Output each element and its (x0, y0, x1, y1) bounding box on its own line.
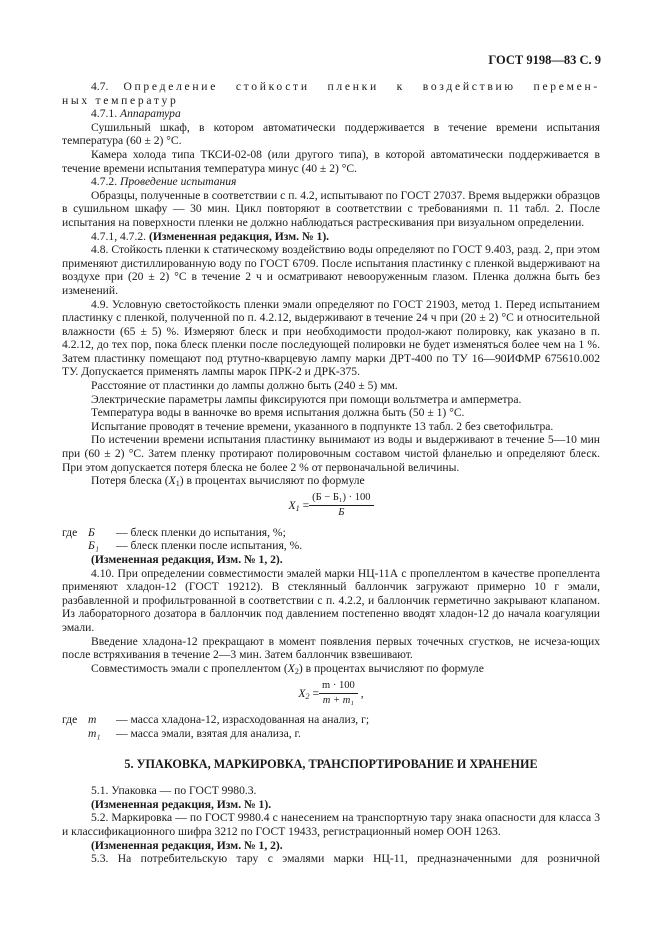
revision-note-4: (Измененная редакция, Изм. № 1, 2). (91, 838, 283, 852)
subheading-procedure: Проведение испытания (120, 175, 237, 189)
clause-4-7-title (62, 80, 600, 94)
clause-5-2: 5.2. Маркировка — по ГОСТ 9980.4 с нанесением на транспортную тару знака опасности для класса 3 и классификационного шифра 3212 по ГОСТ 19433, регистрационный номер ООН 1263. (62, 811, 600, 838)
clause-4-10: 4.10. При определении совместимости эмалей марки НЦ-11А с пропеллентом в качестве пропеллента применяют хладон-12 (ГОСТ 19212). В стеклянный баллончик загружают примерно 10 г эмали, разбавленной и профильтрованной в соответствии с п. 4.2.2, и баллончик герметично закрывают клапаном. Из лабораторного дозатора в баллончик под давлением постепенно вводят хладон-12 до начала коагуляции эмали. (62, 566, 600, 634)
legend-item: m₁ — масса эмали, взятая для анализа, г. (88, 726, 301, 740)
clause-title-line-1: Определение стойкости пленки к воздействию перемен- (123, 80, 600, 93)
formula-gloss-loss: $X_1$ = $\frac{\text{(Б − Б₁) · 100}}{Б}$ (62, 490, 600, 522)
paragraph-after-test: По истечении времени испытания пластинку вынимают из воды и выдерживают в течение 5—10 мин при (60 ± 2) °С. Затем пленку протирают полировочным составом чистой фланелью и определяют блеск. При этом допускается потеря блеска не более 2 % от первоначальной величины. (62, 433, 600, 474)
clause-number: 4.7. (91, 80, 109, 93)
paragraph-freon: Введение хладона-12 прекращают в момент появления первых точечных сгустков, не исчеза-ющих после встряхивания в течение 2—3 мин. Затем баллончик взвешивают. (62, 634, 600, 662)
clause-5-3: 5.3. На потребительскую тару с эмалями марки НЦ-11, предназначенными для розничной (91, 852, 600, 866)
paragraph-water-temp: Температура воды в ванночке во время испытания должна быть (50 ± 1) °С. (91, 406, 465, 420)
formula-denominator: Б (338, 507, 345, 519)
clause-4-9: 4.9. Условную светостойкость пленки эмали определяют по ГОСТ 21903, метод 1. Перед испытанием пластинку с пленкой, полученной по п. 4.2.12, выдерживают в течение 24 ч при (20 ± 2) °С и относительной влажности (65 ± 5) %. Измеряют блеск и при необходимости продол-жают полировку, как указано в п. 4.2.12, до тех пор, пока блеск пленки после последующей полировки не будет изменяться более чем на 1 %. Затем пластинку помещают под ртутно-кварцевую лампу марки ДРТ-400 по ТУ 16—90ИФМР 675610.002 ТУ. Допускается применять лампы марок ПРК-2 и ДРК-375. (62, 297, 600, 379)
revision-note-2: (Измененная редакция, Изм. № 1, 2). (91, 553, 283, 566)
clause-4-7-1-heading: 4.7.1. Аппаратура (91, 107, 181, 121)
paragraph-gloss-loss: Потеря блеска $(X_1)$ в процентах вычисляют по формуле (91, 474, 365, 489)
page-header: ГОСТ 9198—83 С. 9 (488, 53, 601, 67)
paragraph-samples: Образцы, полученные в соответствии с п. 4.2, испытывают по ГОСТ 27037. Время выдержки образцов в сушильном шкафу — 30 мин. Цикл повторяют в соответствии с требованиями п. 11 табл. 2. После испытания на поверхности пленки не должно наблюдаться растрескивания при визуальном определении. (62, 188, 600, 229)
paragraph-test: Испытание проводят в течение времени, указанного в подпункте 13 табл. 2 без светофильтра. (91, 419, 554, 433)
paragraph-distance: Расстояние от пластинки до лампы должно быть (240 ± 5) мм. (91, 379, 398, 393)
clause-4-8: 4.8. Стойкость пленки к статическому воздействию воды определяют по ГОСТ 9.403, разд. 2, при этом применяют дистиллированную воду по ГОСТ 6709. После испытания пластинку с пленкой выдерживают на воздухе при (20 ± 2) °С в течение 2 ч и осматривают невооруженным глазом. Пленка должна быть без изменений. (62, 243, 600, 297)
paragraph-dryer: Сушильный шкаф, в котором автоматически поддерживается в течение времени испытания температура (60 ± 2) °С. (62, 120, 600, 148)
legend-item: где Б — блеск пленки до испытания, %; (62, 525, 286, 539)
revision-note-1: 4.7.1, 4.7.2. (Измененная редакция, Изм. № 1). (91, 229, 330, 243)
paragraph-compatibility: Совместимость эмали с пропеллентом $(X_2)$ в процентах вычисляют по формуле (91, 661, 484, 676)
formula-numerator: (Б − Б₁) · 100 (309, 492, 373, 506)
formula-compatibility: $X_2$ = $\frac{m \cdot 100}{\text{m + m₁}}$ , (298, 679, 364, 706)
clause-4-7-2-heading: 4.7.2. Проведение испытания (91, 175, 237, 189)
paragraph-cold-chamber: Камера холода типа ТКСИ-02-08 (или другого типа), в которой автоматически поддерживается в течение времени испытания температура минус (40 ± 2) °С. (62, 147, 600, 175)
clause-4-7-title-cont (62, 94, 600, 108)
clause-title-line-2: ных температур (62, 93, 179, 107)
legend-item: Б₁ — блеск пленки после испытания, %. (88, 539, 303, 553)
document-body (62, 80, 600, 866)
subheading-apparatus: Аппаратура (120, 107, 181, 121)
formula-numerator: m · 100 (319, 680, 358, 694)
section-5-heading: 5. УПАКОВКА, МАРКИРОВКА, ТРАНСПОРТИРОВАНИЕ И ХРАНЕНИЕ (124, 756, 538, 771)
legend-item: где m — масса хладона-12, израсходованная на анализ, г; (62, 713, 370, 727)
revision-note-3: (Измененная редакция, Изм. № 1). (91, 797, 272, 811)
paragraph-electrical: Электрические параметры лампы фиксируются при помощи вольтметра и амперметра. (91, 392, 522, 406)
clause-5-1: 5.1. Упаковка — по ГОСТ 9980.3. (91, 784, 257, 798)
formula-denominator: m + m₁ (322, 694, 354, 706)
